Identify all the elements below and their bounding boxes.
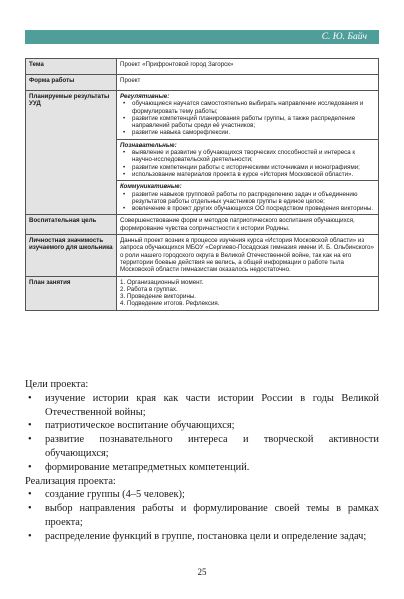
cognitive-title: Познавательные: <box>120 141 177 149</box>
lesson-table <box>25 58 379 311</box>
list-item: • развитие компетенций планирования работы группы, а также распределение направлений работы среди её участников; <box>132 115 375 130</box>
list-item: 2. Работа в группах. <box>120 285 178 293</box>
list-item: 3. Проведение викторины. <box>120 293 197 301</box>
results-label: Планируемые результаты УУД <box>26 91 117 215</box>
cognitive-section <box>117 139 379 180</box>
running-header <box>25 30 379 44</box>
list-item: • вовлечение в проект других обучающихся ОО посредством проведения викторины. <box>132 205 375 212</box>
table-row-form <box>26 75 379 91</box>
significance-label: Личностная значимость изучаемого для школьника <box>26 235 117 276</box>
header-author: С. Ю. Байч <box>321 32 367 42</box>
communicative-title: Коммуникативные: <box>120 183 182 191</box>
list-item: • развитие навыка саморефлексии. <box>132 129 375 136</box>
communicative-section <box>117 181 379 215</box>
list-item: • развитие навыков групповой работы по распределению задач и объединению результатов работы отдельных участников группы в единое целое; <box>132 191 375 206</box>
goals-list <box>25 392 379 475</box>
list-item: • патриотическое воспитание обучающихся; <box>45 419 379 433</box>
list-item: • развитие компетенции работы с историческими источниками и монографиями; <box>132 164 375 171</box>
list-item: • создание группы (4–5 человек); <box>45 488 379 502</box>
regulative-title: Регулятивные: <box>120 93 170 100</box>
list-item: 4. Подведение итогов. Рефлексия. <box>120 300 220 308</box>
communicative-list <box>120 191 375 213</box>
implementation-list <box>25 488 379 543</box>
table-row-theme <box>26 59 379 75</box>
page-number: 25 <box>197 567 207 577</box>
list-item: • обучающиеся научатся самостоятельно выбирать направление исследования и формулировать тему работы; <box>132 100 375 115</box>
regulative-section <box>117 91 379 140</box>
plan-label: План занятия <box>26 276 117 310</box>
significance-value: Данный проект возник в процессе изучения курса «История Московской области» из запроса обучающихся МБОУ «Сергиево-Посадская гимназия имени И. Б. Ольбинского» о роли нашего городского округа в Великой Отечественной войне, так как на его территории боевые действия не велись, а общей информации о работе тыла Московской области гимназистам оказалось недостаточно. <box>117 235 379 276</box>
list-item: 1. Организационный момент. <box>120 278 204 286</box>
list-item: • изучение истории края как части истории России в годы Великой Отечественной войны; <box>45 392 379 420</box>
table-row-significance <box>26 235 379 276</box>
list-item: • использование материалов проекта в курсе «История Московской области». <box>132 171 375 178</box>
table-row-results <box>26 91 379 140</box>
list-item: • распределение функций в группе, постановка цели и определение задач; <box>45 530 379 544</box>
list-item: • развитие познавательного интереса и творческой активности обучающихся; <box>45 433 379 461</box>
table-row-plan <box>26 276 379 310</box>
cognitive-list <box>120 149 375 178</box>
table-row-goal <box>26 215 379 235</box>
list-item: • выявление и развитие у обучающихся творческих способностей и интереса к научно-исследовательской деятельности; <box>132 149 375 164</box>
body-text <box>25 378 379 544</box>
form-label: Форма работы <box>26 75 117 91</box>
list-item: • выбор направления работы и формулирование своей темы в рамках проекта; <box>45 502 379 530</box>
goals-heading: Цели проекта: <box>25 379 89 390</box>
list-item: • формирование метапредметных компетенций. <box>45 461 379 475</box>
plan-value <box>117 276 379 310</box>
form-value: Проект <box>117 75 379 91</box>
plan-list <box>120 279 375 308</box>
goal-label: Воспитательная цель <box>26 215 117 235</box>
implementation-heading: Реализация проекта: <box>25 475 116 487</box>
theme-value: Проект «Прифронтовой город Загорск» <box>117 59 379 75</box>
theme-label: Тема <box>26 59 117 75</box>
goal-value: Совершенствование форм и методов патриотического воспитания обучающихся, формирование чувства сопричастности к истории Родины. <box>117 215 379 235</box>
regulative-list <box>120 100 375 136</box>
